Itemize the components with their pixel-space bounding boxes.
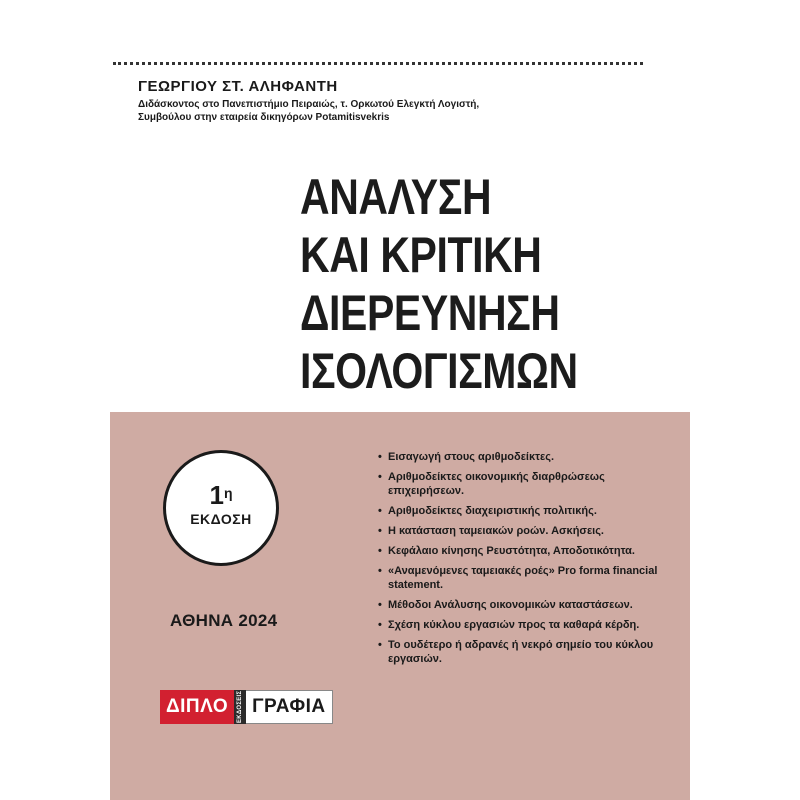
list-item: • Μέθοδοι Ανάλυσης οικονομικών καταστάσεων. <box>378 598 678 612</box>
logo-right-text: ΓΡΑΦΙΑ <box>246 690 333 724</box>
edition-suffix: η <box>223 485 233 501</box>
author-name: ΓΕΩΡΓΙΟΥ ΣΤ. ΑΛΗΦΑΝΤΗ <box>138 78 338 95</box>
logo-middle-text: ΕΚΔΟΣΕΙΣ <box>234 690 246 724</box>
title-line-4: ΙΣΟΛΟΓΙΣΜΩΝ <box>300 343 578 399</box>
contents-list <box>378 450 678 672</box>
list-item: • «Αναμενόμενες ταμειακές ροές» Pro forma financial statement. <box>378 564 678 592</box>
edition-badge <box>163 450 279 566</box>
list-item: • Εισαγωγή στους αριθμοδείκτες. <box>378 450 678 464</box>
edition-number: 1 <box>209 480 224 510</box>
title-line-3: ΔΙΕΡΕΥΝΗΣΗ <box>300 285 560 341</box>
author-description-line-1: Διδάσκοντος στο Πανεπιστήμιο Πειραιώς, τ. Ορκωτού Ελεγκτή Λογιστή, <box>138 99 480 110</box>
title-line-2: ΚΑΙ ΚΡΙΤΙΚΗ <box>300 227 542 283</box>
list-item: • Το ουδέτερο ή αδρανές ή νεκρό σημείο του κύκλου εργασιών. <box>378 638 678 666</box>
list-item: • Αριθμοδείκτες οικονομικής διαρθρώσεως επιχειρήσεων. <box>378 470 678 498</box>
edition-label: ΕΚΔΟΣΗ <box>190 511 252 527</box>
dotted-divider <box>113 62 643 65</box>
edition-number-wrap <box>166 481 276 509</box>
place-year: ΑΘΗΝΑ 2024 <box>170 611 278 630</box>
publisher-logo <box>160 690 333 724</box>
author-block <box>138 78 479 124</box>
list-item: • Η κατάσταση ταμειακών ροών. Ασκήσεις. <box>378 524 678 538</box>
book-title <box>300 168 578 400</box>
list-item: • Κεφάλαιο κίνησης Ρευστότητα, Αποδοτικότητα. <box>378 544 678 558</box>
logo-left-text: ΔΙΠΛΟ <box>160 690 234 724</box>
list-item: • Αριθμοδείκτες διαχειριστικής πολιτικής. <box>378 504 678 518</box>
list-item: • Σχέση κύκλου εργασιών προς τα καθαρά κέρδη. <box>378 618 678 632</box>
author-description-line-2: Συμβούλου στην εταιρεία δικηγόρων Potamitisvekris <box>138 112 390 123</box>
title-line-1: ΑΝΑΛΥΣΗ <box>300 169 492 225</box>
